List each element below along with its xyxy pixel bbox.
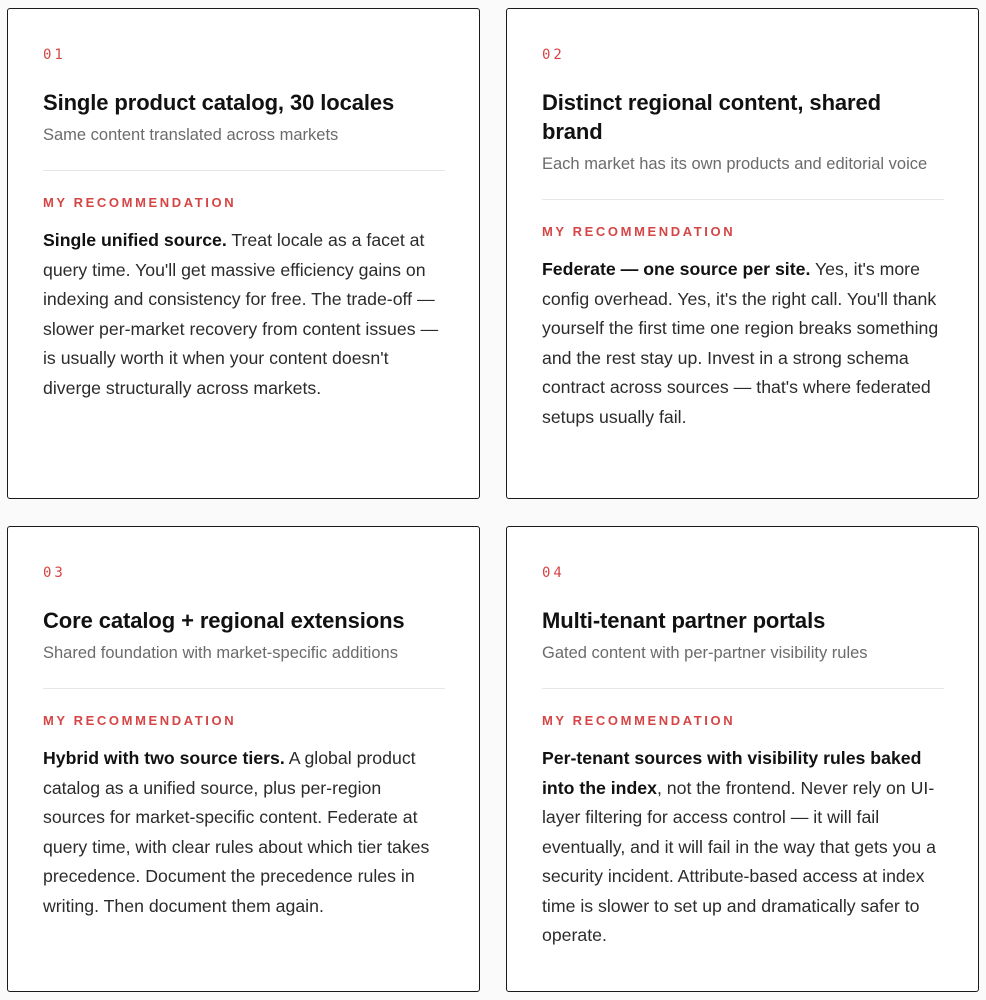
recommendation-text <box>542 255 944 432</box>
card-title: Core catalog + regional extensions <box>43 608 405 633</box>
card-divider <box>542 688 944 689</box>
recommendation-text <box>43 744 445 921</box>
card-subtitle: Same content translated across markets <box>43 126 339 144</box>
recommendation-lead: Single unified source. <box>43 230 227 250</box>
recommendation-lead: Federate — one source per site. <box>542 259 811 279</box>
recommendation-body: Treat locale as a facet at query time. You'll get massive efficiency gains on indexing and consistency for free. The trade-off — slower per-market recovery from content issues — is usually worth it when your content doesn't diverge structurally across markets. <box>43 230 439 398</box>
scenario-card-01 <box>7 8 480 499</box>
recommendation-lead: Hybrid with two source tiers. <box>43 748 285 768</box>
recommendation-label: MY RECOMMENDATION <box>43 713 237 728</box>
card-divider <box>542 199 944 200</box>
recommendation-label: MY RECOMMENDATION <box>43 195 237 210</box>
card-number: 03 <box>43 565 66 581</box>
card-number: 02 <box>542 47 565 63</box>
recommendation-label: MY RECOMMENDATION <box>542 224 736 239</box>
recommendation-body: Yes, it's more config overhead. Yes, it's the right call. You'll thank yourself the first time one region breaks something and the rest stay up. Invest in a strong schema contract across sources — that's where federated setups usually fail. <box>542 259 939 427</box>
card-number: 04 <box>542 565 565 581</box>
scenario-card-03 <box>7 526 480 992</box>
card-title: Distinct regional content, shared brand <box>542 90 881 144</box>
card-number: 01 <box>43 47 66 63</box>
scenario-card-04 <box>506 526 979 992</box>
recommendation-lead: Per-tenant sources with visibility rules baked into the index <box>542 748 922 798</box>
card-divider <box>43 688 445 689</box>
recommendation-text <box>43 226 445 403</box>
card-title: Single product catalog, 30 locales <box>43 90 395 115</box>
card-divider <box>43 170 445 171</box>
card-subtitle: Gated content with per-partner visibility rules <box>542 644 868 662</box>
recommendation-label: MY RECOMMENDATION <box>542 713 736 728</box>
card-subtitle: Each market has its own products and editorial voice <box>542 155 928 173</box>
card-title: Multi-tenant partner portals <box>542 608 826 633</box>
scenario-card-02 <box>506 8 979 499</box>
recommendation-text <box>542 744 944 951</box>
recommendation-body: , not the frontend. Never rely on UI-layer filtering for access control — it will fail eventually, and it will fail in the way that gets you a security incident. Attribute-based access at index time is slower to set up and dramatically safer to operate. <box>542 777 936 945</box>
recommendation-body: A global product catalog as a unified source, plus per-region sources for market-specific content. Federate at query time, with clear rules about which tier takes precedence. Document the precedence rules in writing. Then document them again. <box>43 748 430 916</box>
card-subtitle: Shared foundation with market-specific additions <box>43 644 398 662</box>
